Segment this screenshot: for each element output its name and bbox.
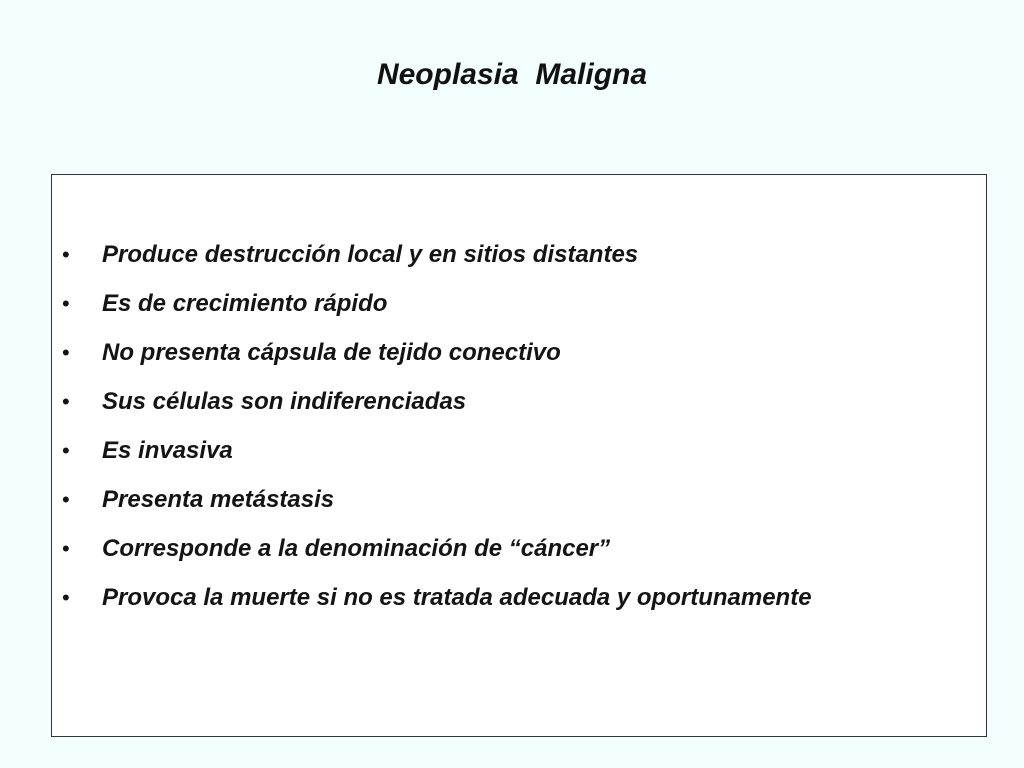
bullet-icon: • [62, 340, 70, 365]
bullet-icon: • [62, 242, 70, 267]
bullet-icon: • [62, 438, 70, 463]
list-item [52, 580, 986, 616]
list-item [52, 531, 986, 567]
list-item-text: Es invasiva [102, 437, 233, 464]
bullet-icon: • [62, 291, 70, 316]
list-item-text: Sus células son indiferenciadas [102, 388, 467, 415]
list-item [52, 286, 986, 322]
list-item-text: No presenta cápsula de tejido conectivo [102, 339, 561, 366]
bullet-icon: • [62, 487, 70, 512]
slide-title: Neoplasia Maligna [376, 58, 648, 91]
list-item [52, 237, 986, 273]
bullet-list [52, 237, 986, 629]
content-box [51, 174, 987, 737]
list-item-text: Produce destrucción local y en sitios distantes [102, 241, 639, 268]
list-item [52, 384, 986, 420]
list-item [52, 433, 986, 469]
bullet-icon: • [62, 389, 70, 414]
list-item-text: Es de crecimiento rápido [102, 290, 388, 317]
list-item [52, 482, 986, 518]
list-item-text: Provoca la muerte si no es tratada adecuada y oportunamente [102, 584, 812, 611]
list-item-text: Presenta metástasis [102, 486, 335, 513]
list-item [52, 335, 986, 371]
bullet-icon: • [62, 585, 70, 610]
bullet-icon: • [62, 536, 70, 561]
list-item-text: Corresponde a la denominación de “cáncer” [102, 535, 611, 562]
